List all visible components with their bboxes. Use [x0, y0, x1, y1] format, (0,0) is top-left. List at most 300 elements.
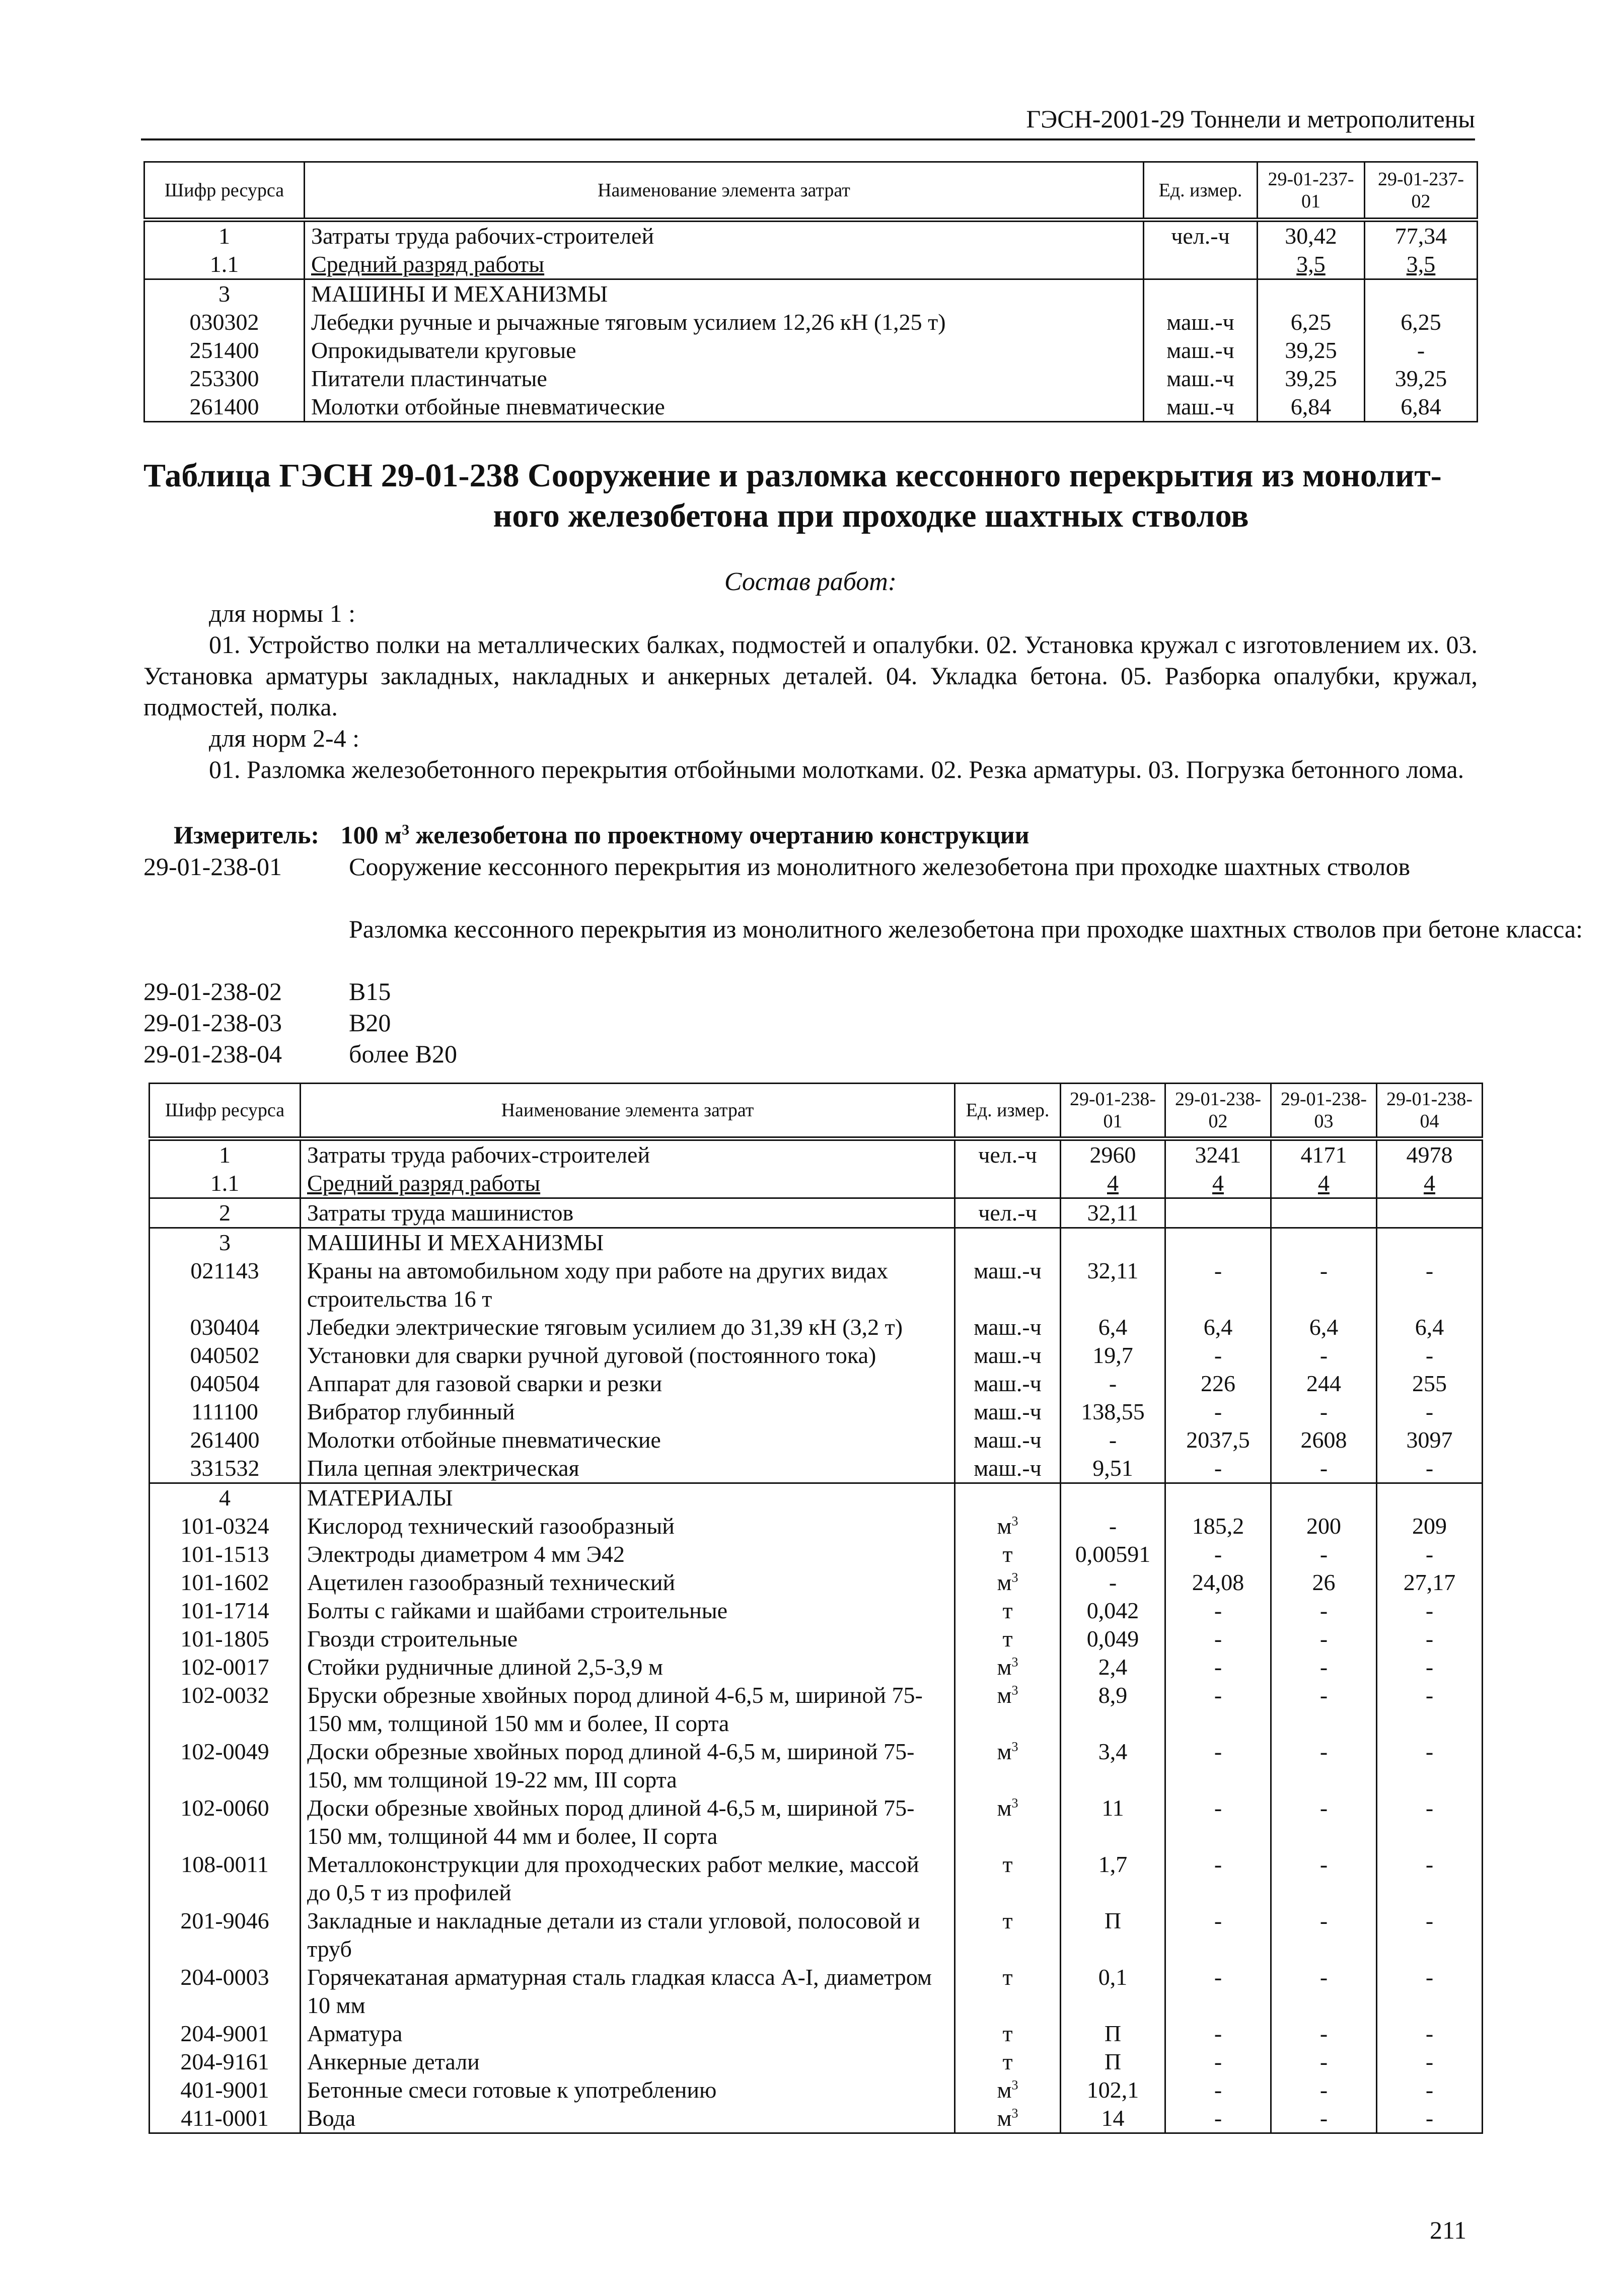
- cell-name: Болты с гайками и шайбами строительные: [301, 1597, 955, 1625]
- table-row: [150, 1257, 1483, 1313]
- cell-value: 39,25: [1258, 336, 1365, 365]
- cell-name: Аппарат для газовой сварки и резки: [301, 1370, 955, 1398]
- cell-value: [1377, 1483, 1483, 1513]
- table-row: [150, 1341, 1483, 1370]
- unit-text: м: [997, 1513, 1012, 1539]
- cell-code: 040504: [150, 1370, 301, 1398]
- unit-text: чел.-ч: [978, 1200, 1037, 1226]
- cell-value: -: [1271, 1963, 1377, 2020]
- unit-text: т: [1002, 2021, 1013, 2046]
- table-row: [144, 336, 1478, 365]
- cell-code: 3: [144, 279, 305, 309]
- cell-value: 4978: [1377, 1139, 1483, 1170]
- cell-value: 6,4: [1377, 1313, 1483, 1341]
- cell-name: Электроды диаметром 4 мм Э42: [301, 1540, 955, 1568]
- cell-code: 102-0049: [150, 1738, 301, 1794]
- cell-value: 9,51: [1061, 1454, 1165, 1483]
- cell-value: -: [1271, 2076, 1377, 2104]
- cell-value: -: [1165, 1398, 1271, 1426]
- cell-value: -: [1271, 2104, 1377, 2133]
- cell-unit: [955, 1370, 1061, 1398]
- table-row: [150, 2020, 1483, 2048]
- cell-unit: [955, 1540, 1061, 1568]
- table-row: [150, 1398, 1483, 1426]
- cell-name: Затраты труда рабочих-строителей: [305, 220, 1144, 251]
- unit-text: чел.-ч: [978, 1142, 1037, 1168]
- table-row: [150, 1540, 1483, 1568]
- cell-unit: [955, 1907, 1061, 1963]
- cell-value: 4: [1061, 1169, 1165, 1198]
- cell-value: 30,42: [1258, 220, 1365, 251]
- cell-value: -: [1377, 2048, 1483, 2076]
- cell-value: 32,11: [1061, 1257, 1165, 1313]
- unit-text: м: [997, 1682, 1012, 1708]
- cell-code: 040502: [150, 1341, 301, 1370]
- unit-text: т: [1002, 1851, 1013, 1877]
- cell-name: Арматура: [301, 2020, 955, 2048]
- cell-unit: [955, 1850, 1061, 1907]
- title-line-1: Таблица ГЭСН 29-01-238 Сооружение и разломка кессонного перекрытия из монолит-: [143, 457, 1442, 494]
- cell-name: Опрокидыватели круговые: [305, 336, 1144, 365]
- cell-value: -: [1165, 1850, 1271, 1907]
- cell-code: 1: [144, 220, 305, 251]
- cell-value: -: [1165, 2104, 1271, 2133]
- meter-value: 100 м: [340, 821, 402, 849]
- composition-label: Состав работ:: [724, 567, 897, 596]
- cell-value: [1165, 1198, 1271, 1228]
- cell-name: Гвозди строительные: [301, 1625, 955, 1653]
- cell-unit: [1144, 279, 1258, 309]
- table-row: [150, 1198, 1483, 1228]
- unit-sup: 3: [1011, 1514, 1018, 1529]
- cell-unit: [955, 1681, 1061, 1738]
- header-col4: 29-01-238-04: [1377, 1084, 1483, 1139]
- cell-value: 244: [1271, 1370, 1377, 1398]
- cell-value: [1377, 1228, 1483, 1257]
- cell-code: 1.1: [150, 1169, 301, 1198]
- cell-name: Затраты труда рабочих-строителей: [301, 1139, 955, 1170]
- cell-value: [1365, 279, 1478, 309]
- cell-unit: [955, 1169, 1061, 1198]
- cell-unit: маш.-ч: [1144, 365, 1258, 393]
- unit-text: маш.-ч: [974, 1314, 1042, 1340]
- cell-name: Средний разряд работы: [305, 250, 1144, 279]
- cell-value: -: [1365, 336, 1478, 365]
- cell-name: Закладные и накладные детали из стали угловой, полосовой и труб: [301, 1907, 955, 1963]
- table-row: [150, 1597, 1483, 1625]
- cell-name: Питатели пластинчатые: [305, 365, 1144, 393]
- cell-value: 138,55: [1061, 1398, 1165, 1426]
- norm2-label: для норм 2-4 :: [209, 724, 360, 752]
- cell-name: Анкерные детали: [301, 2048, 955, 2076]
- unit-text: т: [1002, 2049, 1013, 2074]
- unit-text: м: [997, 1739, 1012, 1764]
- header-col2: 29-01-237-02: [1365, 162, 1478, 220]
- cell-unit: маш.-ч: [1144, 393, 1258, 422]
- unit-text: маш.-ч: [974, 1427, 1042, 1453]
- unit-text: маш.-ч: [974, 1455, 1042, 1481]
- cell-value: [1258, 279, 1365, 309]
- cell-code: 201-9046: [150, 1907, 301, 1963]
- cell-value: -: [1165, 2020, 1271, 2048]
- cell-value: 77,34: [1365, 220, 1478, 251]
- cell-value: -: [1377, 1597, 1483, 1625]
- cell-value: -: [1271, 1625, 1377, 1653]
- cell-name: Установки для сварки ручной дуговой (постоянного тока): [301, 1341, 955, 1370]
- cell-value: [1271, 1483, 1377, 1513]
- running-header: ГЭСН-2001-29 Тоннели и метрополитены: [141, 103, 1475, 140]
- cell-unit: [955, 1738, 1061, 1794]
- cell-value: -: [1271, 2048, 1377, 2076]
- cell-name: Лебедки электрические тяговым усилием до 31,39 кН (3,2 т): [301, 1313, 955, 1341]
- table-row: [144, 220, 1478, 251]
- cell-value: П: [1061, 2048, 1165, 2076]
- cell-value: -: [1271, 1907, 1377, 1963]
- table-row: [150, 2104, 1483, 2133]
- cell-value: -: [1271, 1341, 1377, 1370]
- cell-value: -: [1165, 1597, 1271, 1625]
- cell-value: -: [1271, 1653, 1377, 1681]
- cell-unit: [955, 1257, 1061, 1313]
- cell-value: -: [1165, 1625, 1271, 1653]
- cell-value: 27,17: [1377, 1568, 1483, 1597]
- unit-text: маш.-ч: [974, 1342, 1042, 1368]
- table-row: [150, 1483, 1483, 1513]
- cell-name: Ацетилен газообразный технический: [301, 1568, 955, 1597]
- cell-value: 2608: [1271, 1426, 1377, 1454]
- cell-code: 204-9001: [150, 2020, 301, 2048]
- unit-text: м: [997, 1569, 1012, 1595]
- header-col2: 29-01-238-02: [1165, 1084, 1271, 1139]
- cell-value: [1165, 1483, 1271, 1513]
- cell-value: -: [1377, 1625, 1483, 1653]
- cell-value: 39,25: [1258, 365, 1365, 393]
- unit-sup: 3: [1011, 2077, 1018, 2093]
- cell-code: 101-1513: [150, 1540, 301, 1568]
- cell-name: Кислород технический газообразный: [301, 1512, 955, 1540]
- cell-value: -: [1377, 1341, 1483, 1370]
- cell-value: -: [1061, 1512, 1165, 1540]
- cell-value: 4171: [1271, 1139, 1377, 1170]
- meter-sup: 3: [402, 821, 410, 838]
- cell-value: -: [1061, 1568, 1165, 1597]
- cell-value: -: [1271, 1454, 1377, 1483]
- cell-value: 3,5: [1365, 250, 1478, 279]
- cell-unit: [955, 1313, 1061, 1341]
- cell-code: 2: [150, 1198, 301, 1228]
- cell-value: [1271, 1228, 1377, 1257]
- table-row: [150, 1512, 1483, 1540]
- spec-text: Разломка кессонного перекрытия из монолитного железобетона при проходке шахтных стволов при бетоне класса:: [349, 915, 1583, 943]
- cell-code: 261400: [150, 1426, 301, 1454]
- cell-value: -: [1165, 1907, 1271, 1963]
- table-row: [150, 1794, 1483, 1850]
- cell-value: -: [1165, 2048, 1271, 2076]
- cell-value: 26: [1271, 1568, 1377, 1597]
- cell-unit: [955, 1398, 1061, 1426]
- cell-unit: [955, 1794, 1061, 1850]
- unit-text: т: [1002, 1598, 1013, 1623]
- cell-unit: [955, 1512, 1061, 1540]
- cell-name: Пила цепная электрическая: [301, 1454, 955, 1483]
- header-unit: Ед. измер.: [1144, 162, 1258, 220]
- cell-name: Молотки отбойные пневматические: [305, 393, 1144, 422]
- table-row: [150, 1426, 1483, 1454]
- cell-unit: [955, 1568, 1061, 1597]
- cell-value: 209: [1377, 1512, 1483, 1540]
- norm2-text: 01. Разломка железобетонного перекрытия отбойными молотками. 02. Резка арматуры. 03. Погрузка бетонного лома.: [209, 755, 1464, 783]
- table-row: [150, 1139, 1483, 1170]
- cell-value: -: [1271, 1257, 1377, 1313]
- cell-value: -: [1377, 1454, 1483, 1483]
- norm1-block: [143, 598, 1478, 785]
- meter-rest: железобетона по проектному очертанию конструкции: [415, 821, 1029, 849]
- table-row: [144, 279, 1478, 309]
- cell-name: Доски обрезные хвойных пород длиной 4-6,5 м, шириной 75-150 мм, толщиной 44 мм и более, II сорта: [301, 1794, 955, 1850]
- cell-name: Молотки отбойные пневматические: [301, 1426, 955, 1454]
- cell-code: 1: [150, 1139, 301, 1170]
- cell-value: 200: [1271, 1512, 1377, 1540]
- table-row: [144, 250, 1478, 279]
- unit-sup: 3: [1011, 1570, 1018, 1585]
- cell-value: -: [1377, 1540, 1483, 1568]
- cell-value: -: [1271, 1398, 1377, 1426]
- cell-value: -: [1377, 1398, 1483, 1426]
- table-body: [150, 1139, 1483, 2133]
- cell-code: 251400: [144, 336, 305, 365]
- cell-value: -: [1165, 1653, 1271, 1681]
- table-row: [150, 1169, 1483, 1198]
- title-line-2: ного железобетона при проходке шахтных стволов: [493, 497, 1249, 534]
- spec-text: В15: [349, 977, 391, 1006]
- cell-name: Вода: [301, 2104, 955, 2133]
- spec-item: [143, 851, 1613, 913]
- cell-value: -: [1377, 1681, 1483, 1738]
- table-row: [150, 1454, 1483, 1483]
- norm1-label: для нормы 1 :: [209, 599, 356, 627]
- unit-text: м: [997, 2105, 1012, 2131]
- unit-sup: 3: [1011, 1683, 1018, 1698]
- table-row: [150, 1850, 1483, 1907]
- unit-text: маш.-ч: [974, 1371, 1042, 1396]
- cell-value: -: [1377, 1907, 1483, 1963]
- cell-code: 4: [150, 1483, 301, 1513]
- cell-value: -: [1061, 1426, 1165, 1454]
- cell-unit: маш.-ч: [1144, 336, 1258, 365]
- cell-value: 3241: [1165, 1139, 1271, 1170]
- cell-value: 102,1: [1061, 2076, 1165, 2104]
- meter-label: Измеритель:: [174, 821, 320, 849]
- cell-value: 3,5: [1258, 250, 1365, 279]
- table-row: [150, 1681, 1483, 1738]
- cell-value: 14: [1061, 2104, 1165, 2133]
- cell-unit: [1144, 250, 1258, 279]
- cell-code: 102-0032: [150, 1681, 301, 1738]
- table-row: [150, 1653, 1483, 1681]
- cell-value: 0,1: [1061, 1963, 1165, 2020]
- table-row: [150, 1738, 1483, 1794]
- table-row: [144, 308, 1478, 336]
- header-col3: 29-01-238-03: [1271, 1084, 1377, 1139]
- cell-unit: [955, 1483, 1061, 1513]
- unit-text: м: [997, 1654, 1012, 1680]
- cell-value: 2960: [1061, 1139, 1165, 1170]
- header-col1: 29-01-237-01: [1258, 162, 1365, 220]
- cell-code: 331532: [150, 1454, 301, 1483]
- cell-value: [1165, 1228, 1271, 1257]
- page-number: 211: [1430, 2216, 1467, 2244]
- cell-value: 2037,5: [1165, 1426, 1271, 1454]
- cell-value: 24,08: [1165, 1568, 1271, 1597]
- cell-value: П: [1061, 2020, 1165, 2048]
- cell-code: 030404: [150, 1313, 301, 1341]
- cell-value: 6,4: [1271, 1313, 1377, 1341]
- cell-unit: [955, 1341, 1061, 1370]
- table-row: [150, 1313, 1483, 1341]
- cell-value: -: [1061, 1370, 1165, 1398]
- cell-unit: [955, 1228, 1061, 1257]
- spec-item: [143, 1007, 1613, 1038]
- cell-code: 204-9161: [150, 2048, 301, 2076]
- table-row: [150, 1228, 1483, 1257]
- cell-value: -: [1377, 1794, 1483, 1850]
- cell-unit: [955, 1426, 1061, 1454]
- cell-value: [1061, 1483, 1165, 1513]
- cell-value: -: [1165, 1257, 1271, 1313]
- table-body: [144, 220, 1478, 422]
- cell-name: Металлоконструкции для проходческих работ мелкие, массой до 0,5 т из профилей: [301, 1850, 955, 1907]
- spec-item: [143, 913, 1613, 976]
- cell-name: Бетонные смеси готовые к употреблению: [301, 2076, 955, 2104]
- header-code: Шифр ресурса: [150, 1084, 301, 1139]
- cell-value: 6,84: [1365, 393, 1478, 422]
- cell-value: 6,4: [1061, 1313, 1165, 1341]
- cell-name: Доски обрезные хвойных пород длиной 4-6,5 м, шириной 75-150, мм толщиной 19-22 мм, III сорта: [301, 1738, 955, 1794]
- cell-value: 4: [1271, 1169, 1377, 1198]
- cell-value: 0,049: [1061, 1625, 1165, 1653]
- unit-text: т: [1002, 1626, 1013, 1652]
- cell-value: -: [1271, 2020, 1377, 2048]
- cell-value: -: [1165, 1794, 1271, 1850]
- cell-value: -: [1165, 1738, 1271, 1794]
- cell-unit: [955, 1454, 1061, 1483]
- cell-value: -: [1165, 2076, 1271, 2104]
- spec-code: 29-01-238-02: [143, 977, 282, 1006]
- cell-code: 261400: [144, 393, 305, 422]
- cell-value: -: [1377, 2076, 1483, 2104]
- cell-value: 8,9: [1061, 1681, 1165, 1738]
- cell-unit: [955, 2104, 1061, 2133]
- table-row: [144, 365, 1478, 393]
- cell-value: 185,2: [1165, 1512, 1271, 1540]
- cell-code: 3: [150, 1228, 301, 1257]
- header-code: Шифр ресурса: [144, 162, 305, 220]
- table-row: [150, 1568, 1483, 1597]
- cell-value: 4: [1165, 1169, 1271, 1198]
- table-row: [150, 2076, 1483, 2104]
- spec-text: более В20: [349, 1040, 457, 1068]
- cell-value: 19,7: [1061, 1341, 1165, 1370]
- cell-name: Лебедки ручные и рычажные тяговым усилием 12,26 кН (1,25 т): [305, 308, 1144, 336]
- cell-name: Стойки рудничные длиной 2,5-3,9 м: [301, 1653, 955, 1681]
- cell-name: МАШИНЫ И МЕХАНИЗМЫ: [305, 279, 1144, 309]
- unit-sup: 3: [1011, 1796, 1018, 1811]
- cell-value: 39,25: [1365, 365, 1478, 393]
- cell-value: -: [1271, 1597, 1377, 1625]
- cell-value: -: [1377, 1963, 1483, 2020]
- cell-value: 6,84: [1258, 393, 1365, 422]
- cell-code: 253300: [144, 365, 305, 393]
- cell-name: Затраты труда машинистов: [301, 1198, 955, 1228]
- cell-value: 6,25: [1258, 308, 1365, 336]
- cell-value: 3,4: [1061, 1738, 1165, 1794]
- spec-code: 29-01-238-01: [143, 852, 282, 881]
- cell-value: П: [1061, 1907, 1165, 1963]
- cell-name: МАТЕРИАЛЫ: [301, 1483, 955, 1513]
- cell-value: [1271, 1198, 1377, 1228]
- cell-code: 411-0001: [150, 2104, 301, 2133]
- spec-code: 29-01-238-03: [143, 1009, 282, 1037]
- unit-text: т: [1002, 1541, 1013, 1567]
- cell-unit: [955, 2020, 1061, 2048]
- cell-code: 101-0324: [150, 1512, 301, 1540]
- cell-unit: [955, 1198, 1061, 1228]
- header-name: Наименование элемента затрат: [301, 1084, 955, 1139]
- cell-unit: [955, 1963, 1061, 2020]
- cell-value: -: [1165, 1963, 1271, 2020]
- cell-code: 111100: [150, 1398, 301, 1426]
- cell-name: Бруски обрезные хвойных пород длиной 4-6,5 м, шириной 75-150 мм, толщиной 150 мм и более, II сорта: [301, 1681, 955, 1738]
- cell-value: 6,25: [1365, 308, 1478, 336]
- unit-sup: 3: [1011, 1739, 1018, 1754]
- unit-sup: 3: [1011, 1655, 1018, 1670]
- cell-unit: [955, 1139, 1061, 1170]
- norm1-text: 01. Устройство полки на металлических балках, подмостей и опалубки. 02. Установка кружал с изготовлением их. 03. Установка арматуры закладных, накладных и анкерных деталей. 04. Укладка бетона. 05. Разборка опалубки, кружал, подмостей, полка.: [143, 630, 1478, 721]
- cell-value: 11: [1061, 1794, 1165, 1850]
- cell-value: -: [1271, 1540, 1377, 1568]
- resource-table-237: [143, 161, 1478, 422]
- cell-name: Средний разряд работы: [301, 1169, 955, 1198]
- cell-name: Краны на автомобильном ходу при работе на других видах строительства 16 т: [301, 1257, 955, 1313]
- cell-code: 204-0003: [150, 1963, 301, 2020]
- cell-code: 101-1805: [150, 1625, 301, 1653]
- cell-value: 0,00591: [1061, 1540, 1165, 1568]
- cell-unit: чел.-ч: [1144, 220, 1258, 251]
- cell-unit: [955, 1597, 1061, 1625]
- table-row: [144, 393, 1478, 422]
- cell-value: -: [1165, 1540, 1271, 1568]
- cell-code: 021143: [150, 1257, 301, 1313]
- unit-sup: 3: [1011, 2106, 1018, 2121]
- cell-value: -: [1271, 1738, 1377, 1794]
- cell-value: -: [1377, 1653, 1483, 1681]
- cell-value: [1377, 1198, 1483, 1228]
- cell-value: -: [1165, 1454, 1271, 1483]
- table-row: [150, 1625, 1483, 1653]
- cell-value: -: [1271, 1681, 1377, 1738]
- cell-unit: [955, 1653, 1061, 1681]
- table-row: [150, 2048, 1483, 2076]
- spec-code: 29-01-238-04: [143, 1040, 282, 1068]
- cell-code: 101-1714: [150, 1597, 301, 1625]
- cell-name: МАШИНЫ И МЕХАНИЗМЫ: [301, 1228, 955, 1257]
- cell-code: 401-9001: [150, 2076, 301, 2104]
- unit-text: т: [1002, 1908, 1013, 1933]
- cell-value: 0,042: [1061, 1597, 1165, 1625]
- cell-unit: [955, 2076, 1061, 2104]
- cell-value: 226: [1165, 1370, 1271, 1398]
- cell-code: 1.1: [144, 250, 305, 279]
